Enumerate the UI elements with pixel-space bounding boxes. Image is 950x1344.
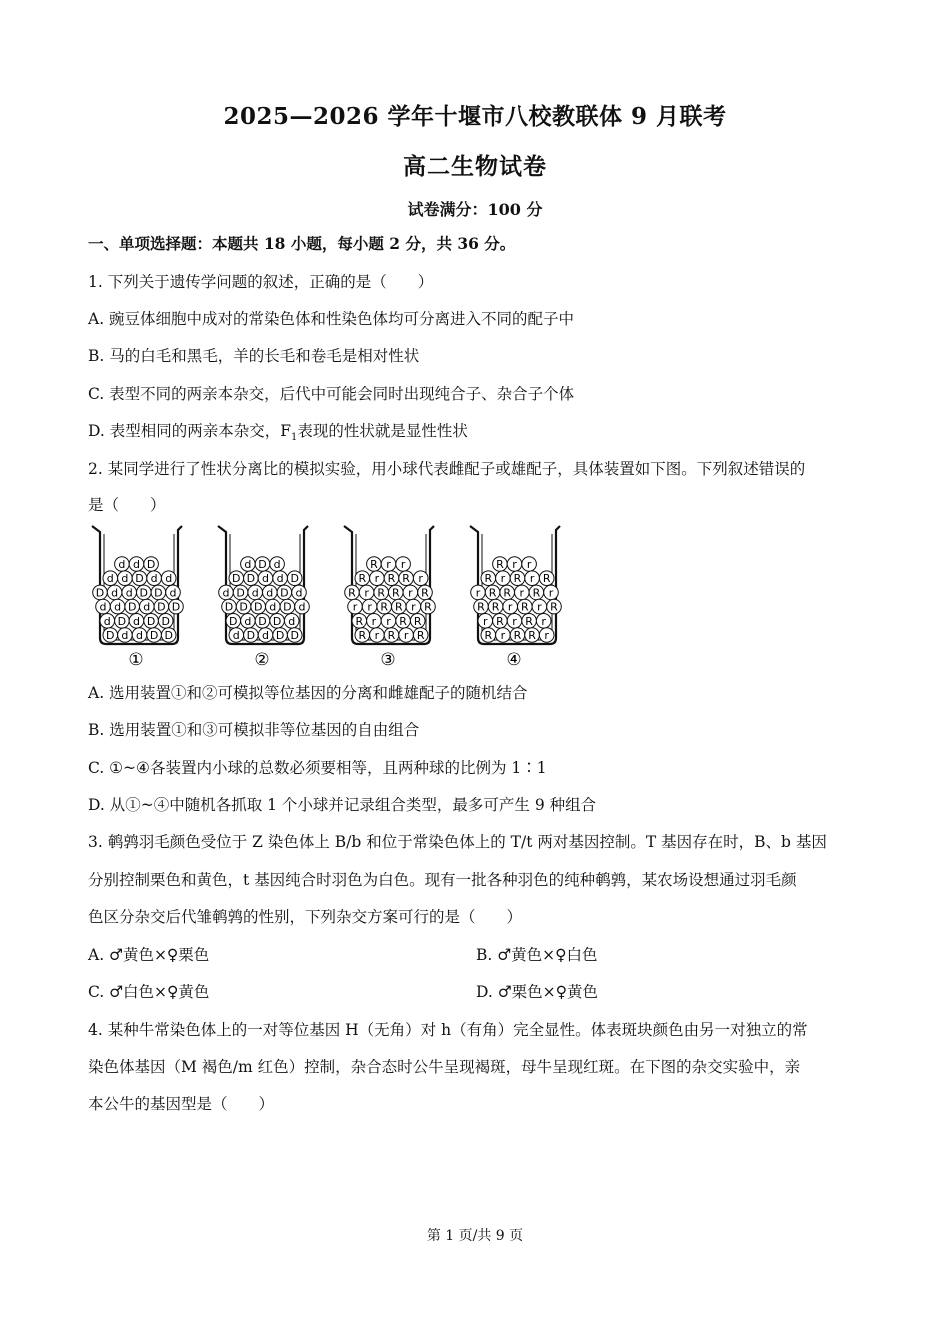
q2-option-c: C. ①~④各装置内小球的总数必须要相等，且两种球的比例为 1∶1 xyxy=(88,759,547,777)
q2-option-d: D. 从①~④中随机各抓取 1 个小球并记录组合类型，最多可产生 9 种组合 xyxy=(88,796,597,814)
ball-letter: r xyxy=(403,629,409,642)
ball-letter: d xyxy=(273,558,281,571)
q2-stem-2: 是（ ） xyxy=(88,496,166,514)
ball xyxy=(474,599,489,614)
ball xyxy=(522,614,537,629)
section-heading: 一、单项选择题：本题共 18 小题，每小题 2 分，共 36 分。 xyxy=(88,234,516,253)
q1-option-a: A. 豌豆体细胞中成对的常染色体和性染色体均可分离进入不同的配子中 xyxy=(88,310,575,328)
ball-letter: d xyxy=(298,600,306,614)
ball-letter: r xyxy=(507,600,513,614)
ball xyxy=(270,614,285,629)
ball-letter: r xyxy=(408,586,413,600)
ball-letter: R xyxy=(416,629,425,642)
ball xyxy=(392,599,407,614)
ball-letter: D xyxy=(106,629,115,642)
ball-letter: r xyxy=(483,614,488,628)
ball-letter: D xyxy=(154,586,163,600)
ball-letter: R xyxy=(399,614,407,628)
ball xyxy=(103,628,118,643)
ball xyxy=(110,599,125,614)
ball-letter: D xyxy=(149,629,159,642)
ball-letter: r xyxy=(374,572,380,586)
ball xyxy=(518,599,533,614)
ball xyxy=(399,571,414,586)
ball xyxy=(507,614,522,629)
ball-letter: R xyxy=(542,572,551,586)
ball xyxy=(255,614,270,629)
ball xyxy=(166,585,181,600)
ball xyxy=(263,585,278,600)
ball xyxy=(496,628,511,643)
ball xyxy=(367,557,382,572)
ball-letter: r xyxy=(352,600,358,614)
ball xyxy=(132,628,147,643)
ball-letter: R xyxy=(413,614,422,628)
ball-letter: d xyxy=(276,572,284,586)
ball xyxy=(488,599,503,614)
ball-letter: R xyxy=(513,572,522,586)
ball-letter: D xyxy=(117,614,127,628)
ball xyxy=(284,614,299,629)
ball-letter: R xyxy=(348,586,356,600)
ball-letter: r xyxy=(371,614,377,628)
ball-letter: D xyxy=(229,614,238,628)
ball-letter: D xyxy=(232,572,241,586)
ball xyxy=(147,571,162,586)
q1-option-b: B. 马的白毛和黑毛，羊的长毛和卷毛是相对性状 xyxy=(88,347,420,365)
q1-option-d-sub: 1 xyxy=(290,432,298,444)
ball-letter: d xyxy=(111,586,119,600)
ball-letter: d xyxy=(133,558,140,571)
ball xyxy=(370,571,385,586)
ball xyxy=(270,557,285,572)
ball-letter: R xyxy=(355,614,364,628)
ball xyxy=(129,557,144,572)
ball-letter: R xyxy=(391,586,400,600)
ball xyxy=(251,599,266,614)
ball-letter: R xyxy=(387,572,396,586)
ball xyxy=(384,628,399,643)
q2-option-b: B. 选用装置①和③可模拟非等位基因的自由组合 xyxy=(88,721,420,739)
ball-letter: d xyxy=(269,600,277,614)
ball-letter: d xyxy=(222,586,230,600)
ball-letter: r xyxy=(500,572,506,586)
ball xyxy=(403,585,418,600)
ball xyxy=(118,628,133,643)
ball xyxy=(547,599,562,614)
ball-letter: d xyxy=(143,600,151,614)
ball xyxy=(471,585,486,600)
ball xyxy=(410,614,425,629)
q1-option-d-pre: D. 表型相同的两亲本杂交，F xyxy=(88,422,291,440)
ball xyxy=(515,585,530,600)
beaker-label: ③ xyxy=(380,650,396,670)
q3-option-a: A. ♂黄色×♀栗色 xyxy=(88,946,210,964)
q3-stem-3: 色区分杂交后代雏鹌鹑的性别，下列杂交方案可行的是（ ） xyxy=(88,908,523,926)
ball-letter: R xyxy=(525,614,533,628)
beaker-4 xyxy=(470,526,561,670)
ball xyxy=(273,628,288,643)
q1-option-d xyxy=(88,421,468,448)
ball-letter: D xyxy=(157,600,166,614)
ball xyxy=(100,614,115,629)
ball-letter: d xyxy=(106,572,114,586)
ball-letter: R xyxy=(491,600,500,614)
ball-letter: R xyxy=(380,600,389,614)
ball-letter: R xyxy=(402,572,410,586)
ball-letter: R xyxy=(358,629,367,642)
ball xyxy=(287,571,302,586)
ball xyxy=(273,571,288,586)
ball xyxy=(370,628,385,643)
ball xyxy=(532,599,547,614)
ball-letter: D xyxy=(139,586,149,600)
ball-letter: D xyxy=(258,558,267,571)
ball-letter: r xyxy=(374,629,380,642)
ball xyxy=(266,599,281,614)
ball xyxy=(381,557,396,572)
ball xyxy=(244,628,259,643)
ball xyxy=(539,571,554,586)
ball-letter: D xyxy=(246,629,256,642)
ball-letter: d xyxy=(232,629,240,642)
ball xyxy=(485,585,500,600)
exam-subtitle: 高二生物试卷 xyxy=(403,153,547,180)
ball xyxy=(348,599,363,614)
ball xyxy=(529,585,544,600)
ball-letter: r xyxy=(500,629,506,642)
ball xyxy=(496,571,511,586)
q2-stem-1: 2. 某同学进行了性状分离比的模拟实验，用小球代表雌配子或雄配子，具体装置如下图。下列叙述错误的 xyxy=(88,460,806,478)
ball-letter: R xyxy=(503,586,512,600)
ball-letter: R xyxy=(421,586,429,600)
ball-letter: R xyxy=(370,558,378,571)
ball xyxy=(413,628,428,643)
ball-letter: R xyxy=(377,586,386,600)
ball xyxy=(418,585,433,600)
ball xyxy=(258,628,273,643)
ball-letter: d xyxy=(121,629,129,642)
ball xyxy=(503,599,518,614)
ball-letter: d xyxy=(244,614,252,628)
ball-letter: D xyxy=(127,600,137,614)
ball xyxy=(287,628,302,643)
ball-letter: d xyxy=(99,600,107,614)
ball-letter: d xyxy=(244,558,252,571)
ball-letter: r xyxy=(400,558,406,571)
ball-letter: d xyxy=(295,586,303,600)
ball-letter: r xyxy=(548,586,554,600)
ball xyxy=(381,614,396,629)
ball xyxy=(510,628,525,643)
ball-letter: r xyxy=(386,614,391,628)
ball-letter: D xyxy=(135,572,144,586)
ball xyxy=(96,599,111,614)
ball-letter: d xyxy=(118,558,126,571)
q1-stem: 1. 下列关于遗传学问题的叙述，正确的是（ ） xyxy=(88,273,434,291)
beaker-3 xyxy=(344,526,435,670)
ball-letter: d xyxy=(114,600,122,614)
exam-score: 试卷满分：100 分 xyxy=(407,200,543,219)
ball-letter: D xyxy=(146,558,156,571)
ball xyxy=(355,628,370,643)
ball xyxy=(144,614,159,629)
ball-letter: D xyxy=(164,629,173,642)
ball-letter: r xyxy=(418,572,423,586)
ball xyxy=(507,557,522,572)
ball xyxy=(236,599,251,614)
ball-letter: R xyxy=(528,629,536,642)
ball xyxy=(493,614,508,629)
beaker-1 xyxy=(92,526,183,670)
ball xyxy=(406,599,421,614)
ball xyxy=(345,585,360,600)
ball-letter: R xyxy=(488,586,497,600)
ball xyxy=(399,628,414,643)
ball-letter: d xyxy=(288,614,296,628)
ball-letter: D xyxy=(224,600,234,614)
ball xyxy=(144,557,159,572)
ball xyxy=(229,628,244,643)
ball-letter: D xyxy=(239,600,248,614)
ball-letter: d xyxy=(262,572,269,586)
ball xyxy=(510,571,525,586)
page-footer: 第 1 页/共 9 页 xyxy=(426,1228,524,1244)
ball-letter: D xyxy=(290,572,299,586)
ball xyxy=(169,599,184,614)
ball xyxy=(137,585,152,600)
ball-letter: d xyxy=(125,586,133,600)
ball-letter: R xyxy=(532,586,541,600)
q3-stem-2: 分别控制栗色和黄色，t 基因纯合时羽色为白色。现有一批各种羽色的纯种鹌鹑，某农场设想通过羽毛颜 xyxy=(88,871,797,889)
ball xyxy=(355,571,370,586)
ball xyxy=(219,585,234,600)
ball xyxy=(161,628,176,643)
ball xyxy=(295,599,310,614)
ball-letter: D xyxy=(290,629,299,642)
ball xyxy=(258,571,273,586)
q1-option-d-post: 表现的性状就是显性性状 xyxy=(297,422,468,440)
ball xyxy=(493,557,508,572)
ball-letter: d xyxy=(150,572,158,586)
q4-stem-2: 染色体基因（M 褐色/m 红色）控制，杂合态时公牛呈现褐斑，母牛呈现红斑。在下图的杂交实验中，亲 xyxy=(88,1058,801,1076)
ball xyxy=(115,614,130,629)
ball-letter: R xyxy=(358,572,367,586)
beaker-label: ④ xyxy=(506,650,522,670)
ball xyxy=(413,571,428,586)
ball-letter: d xyxy=(165,572,173,586)
ball xyxy=(226,614,241,629)
ball xyxy=(154,599,169,614)
ball-letter: d xyxy=(266,586,274,600)
ball xyxy=(362,599,377,614)
ball-letter: R xyxy=(394,600,403,614)
ball-letter: r xyxy=(512,614,517,628)
ball xyxy=(396,614,411,629)
ball-letter: D xyxy=(161,614,170,628)
ball xyxy=(161,571,176,586)
ball xyxy=(539,628,554,643)
ball xyxy=(132,571,147,586)
ball-letter: D xyxy=(258,614,267,628)
ball xyxy=(118,571,133,586)
ball xyxy=(525,571,540,586)
ball-letter: d xyxy=(121,572,129,586)
ball-letter: R xyxy=(424,600,432,614)
ball-letter: r xyxy=(519,586,525,600)
ball xyxy=(377,599,392,614)
ball xyxy=(241,557,256,572)
ball xyxy=(544,585,559,600)
ball xyxy=(103,571,118,586)
ball-letter: R xyxy=(496,558,504,571)
ball-letter: R xyxy=(550,600,558,614)
ball-letter: R xyxy=(387,629,396,642)
ball-letter: R xyxy=(513,629,522,642)
ball xyxy=(277,585,292,600)
ball xyxy=(367,614,382,629)
ball-letter: d xyxy=(136,629,143,642)
ball xyxy=(125,599,140,614)
ball-letter: r xyxy=(537,600,542,614)
ball xyxy=(129,614,144,629)
ball-letter: r xyxy=(475,586,481,600)
q4-stem-3: 本公牛的基因型是（ ） xyxy=(88,1095,275,1113)
q4-stem-1: 4. 某种牛常染色体上的一对等位基因 H（无角）对 h（有角）完全显性。体表斑块颜色由另一对独立的常 xyxy=(88,1021,808,1039)
ball xyxy=(280,599,295,614)
ball xyxy=(107,585,122,600)
ball xyxy=(536,614,551,629)
ball-letter: r xyxy=(541,614,546,628)
q3-stem-1: 3. 鹌鹑羽毛颜色受位于 Z 染色体上 B/b 和位于常染色体上的 T/t 两对基因控制。T 基因存在时，B、b 基因 xyxy=(88,833,827,851)
ball-letter: R xyxy=(484,629,493,642)
ball-letter: r xyxy=(367,600,372,614)
ball xyxy=(151,585,166,600)
ball-letter: r xyxy=(529,572,535,586)
ball-letter: D xyxy=(272,614,282,628)
ball-letter: D xyxy=(283,600,292,614)
ball-letter: r xyxy=(512,558,517,571)
ball-letter: R xyxy=(477,600,485,614)
ball-letter: D xyxy=(171,600,181,614)
ball-letter: r xyxy=(411,600,416,614)
ball xyxy=(255,557,270,572)
q2-option-a: A. 选用装置①和②可模拟等位基因的分离和雌雄配子的随机结合 xyxy=(88,684,528,702)
ball xyxy=(147,628,162,643)
ball xyxy=(389,585,404,600)
ball-letter: r xyxy=(544,629,549,642)
ball xyxy=(233,585,248,600)
ball-letter: r xyxy=(386,558,391,571)
ball-letter: D xyxy=(280,586,289,600)
ball-letter: r xyxy=(526,558,532,571)
ball-letter: d xyxy=(251,586,259,600)
ball xyxy=(241,614,256,629)
ball xyxy=(158,614,173,629)
ball-letter: D xyxy=(146,614,156,628)
ball-letter: d xyxy=(169,586,177,600)
ball-letter: D xyxy=(246,572,256,586)
ball xyxy=(396,557,411,572)
ball xyxy=(229,571,244,586)
ball-letter: R xyxy=(520,600,529,614)
ball-letter: r xyxy=(364,586,369,600)
ball xyxy=(292,585,307,600)
ball-letter: D xyxy=(95,586,105,600)
ball xyxy=(244,571,259,586)
ball xyxy=(481,571,496,586)
ball xyxy=(140,599,155,614)
ball xyxy=(115,557,130,572)
ball xyxy=(481,628,496,643)
beaker-label: ② xyxy=(254,650,270,670)
q3-option-b: B. ♂黄色×♀白色 xyxy=(476,946,598,964)
ball xyxy=(525,628,540,643)
ball-letter: R xyxy=(484,572,493,586)
ball-letter: d xyxy=(133,614,140,628)
ball-letter: d xyxy=(103,614,111,628)
ball-letter: R xyxy=(496,614,504,628)
ball xyxy=(384,571,399,586)
q3-option-d: D. ♂栗色×♀黄色 xyxy=(476,983,598,1001)
beaker-2 xyxy=(218,526,309,670)
ball xyxy=(222,599,237,614)
ball-letter: D xyxy=(236,586,245,600)
ball xyxy=(359,585,374,600)
ball xyxy=(122,585,137,600)
ball xyxy=(522,557,537,572)
ball xyxy=(93,585,108,600)
ball xyxy=(500,585,515,600)
exam-title: 2025—2026 学年十堰市八校教联体 9 月联考 xyxy=(223,103,727,130)
ball-letter: d xyxy=(262,629,269,642)
beaker-figure xyxy=(86,524,566,672)
ball xyxy=(374,585,389,600)
ball-letter: D xyxy=(275,629,285,642)
q1-option-c: C. 表型不同的两亲本杂交，后代中可能会同时出现纯合子、杂合子个体 xyxy=(88,385,575,403)
ball xyxy=(421,599,436,614)
ball xyxy=(248,585,263,600)
ball-letter: D xyxy=(253,600,263,614)
ball xyxy=(478,614,493,629)
q3-option-c: C. ♂白色×♀黄色 xyxy=(88,983,210,1001)
ball xyxy=(352,614,367,629)
beaker-label: ① xyxy=(128,650,144,670)
